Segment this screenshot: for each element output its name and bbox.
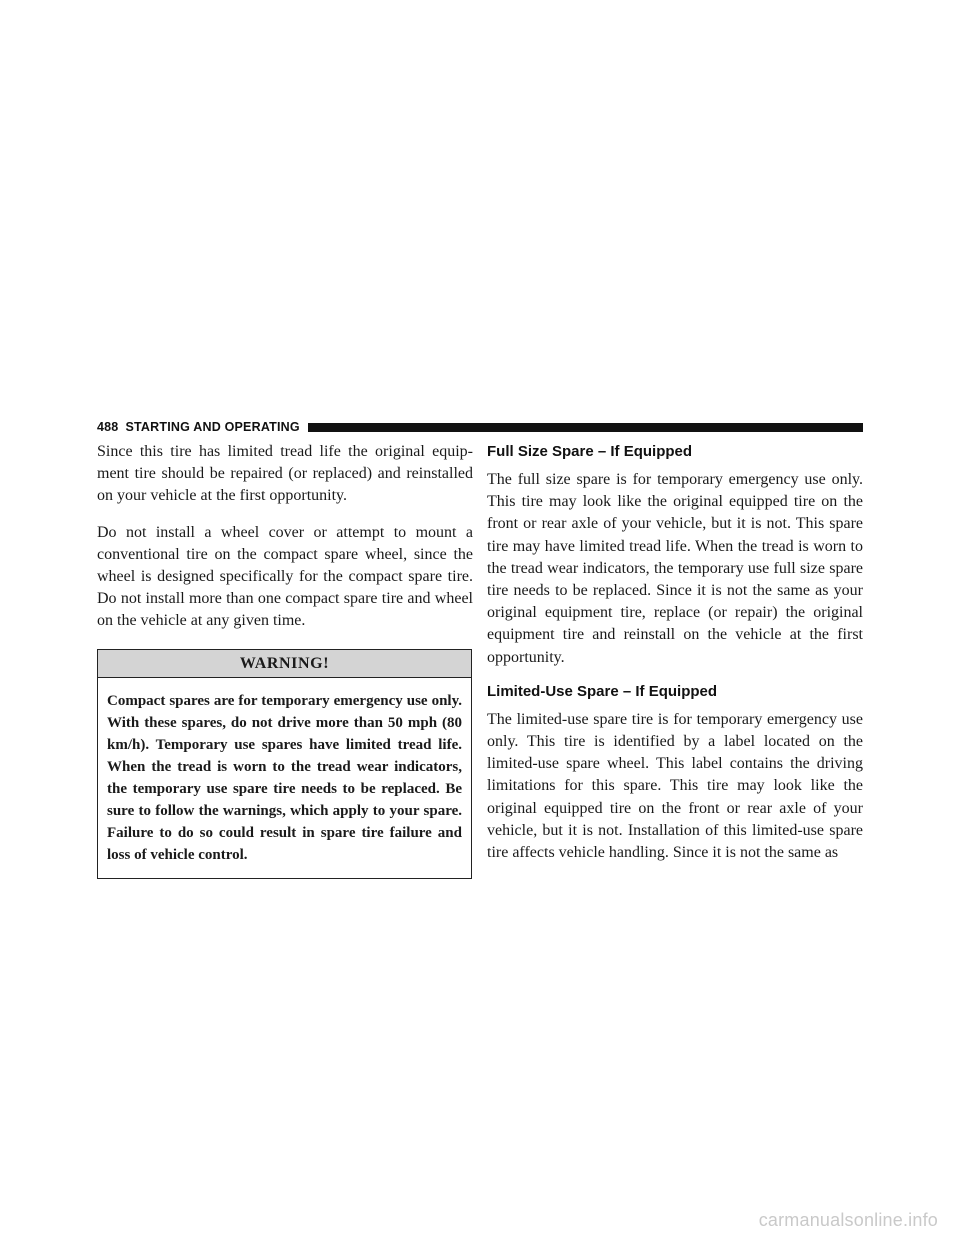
warning-title: WARNING! — [98, 650, 471, 678]
heading-full-size-spare: Full Size Spare – If Equipped — [487, 443, 693, 460]
left-paragraph-2: Do not install a wheel cover or attempt to mount a conventional tire on the compact spare wheel, since the wheel is designed specifically for the compact spare tire. Do not install more than one compact spare tire and wheel on the vehicle at any given time. — [97, 523, 473, 630]
page-number: 488 — [97, 420, 119, 434]
right-column — [487, 441, 863, 878]
right-paragraph-1: The full size spare is for temporary emergency use only. This tire may look like the original equipped tire on the front or rear axle of your vehicle, but it is not. This spare tire may have limited tread life. When the tread is worn to the tread wear indicators, the temporary use full size spare tire needs to be replaced. Since it is not the same as your original equipment tire, replace (or repair) the original equipment tire and reinstall on the vehicle at the first opportunity. — [487, 471, 863, 666]
section-title: STARTING AND OPERATING — [125, 420, 300, 434]
heading-limited-use-spare: Limited-Use Spare – If Equipped — [487, 682, 718, 700]
header-rule — [308, 423, 863, 432]
left-paragraph-1: Since this tire has limited tread life the original equip-ment tire should be repaired (or replaced) and reinstalled on your vehicle at the first opportunity. — [97, 443, 473, 505]
warning-text: Compact spares are for temporary emergency use only. With these spares, do not drive more than 50 mph (80 km/h). Temporary use spares have limited tread life. When the tread is worn to the tread wear indicators, the temporary use spare tire needs to be replaced. Be sure to follow the warnings, which apply to your spare. Failure to do so could result in spare tire failure and loss of vehicle control. — [107, 692, 462, 863]
right-paragraph-2: The limited-use spare tire is for temporary emergency use only. This tire is identified by a label located on the limited-use spare wheel. This label contains the driving limitations for this spare. This tire may look like the original equipped tire on the front or rear axle of your vehicle, but it is not. Installation of this limited-use spare tire affects vehicle handling. Since it is not the same as — [487, 710, 863, 862]
left-column — [97, 441, 473, 879]
watermark: carmanualsonline.info — [758, 1210, 938, 1230]
warning-box — [97, 649, 472, 879]
page-header — [97, 420, 863, 434]
